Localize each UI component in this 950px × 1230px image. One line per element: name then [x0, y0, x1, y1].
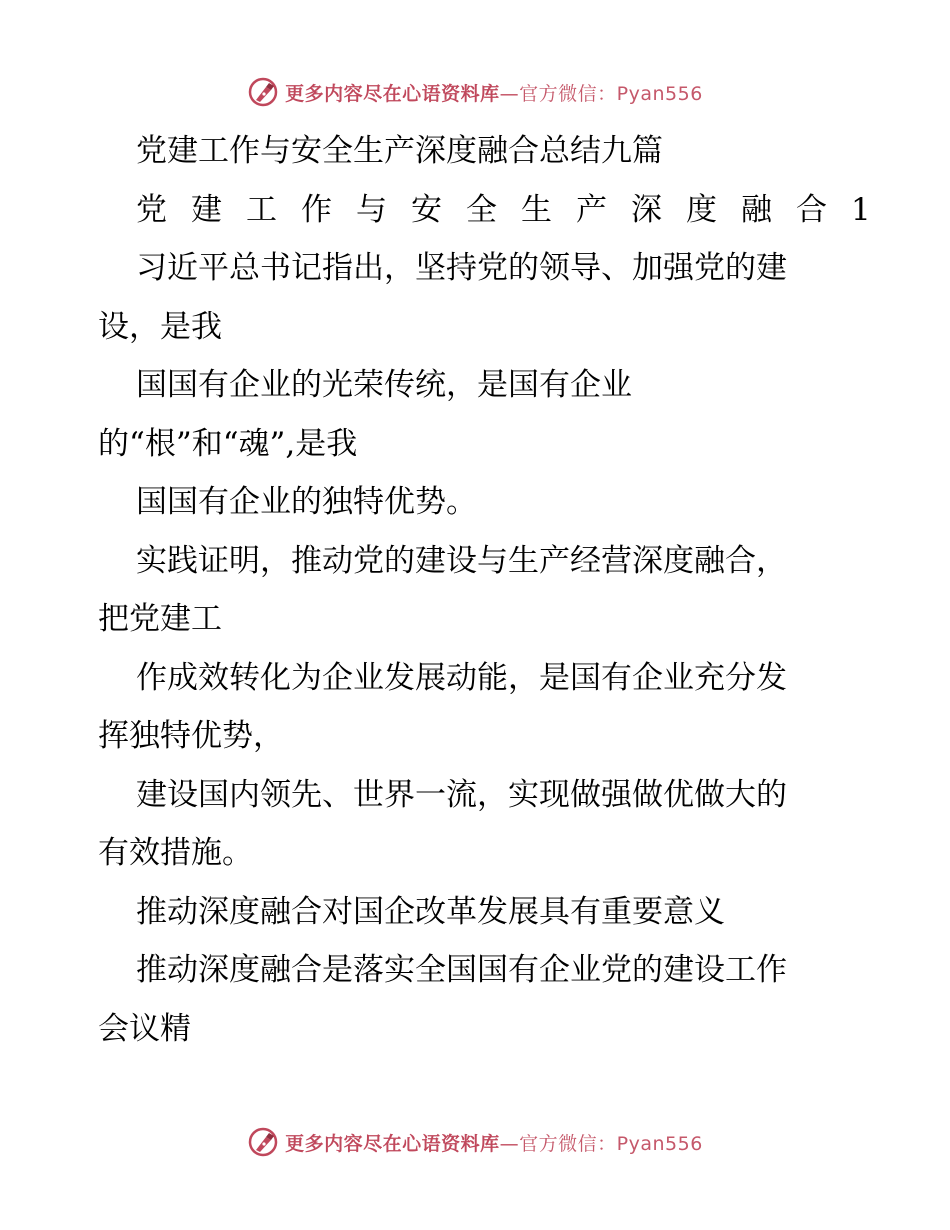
text-line: 推动深度融合是落实全国国有企业党的建设工作	[136, 952, 787, 988]
text-line: 推动深度融合对国企改革发展具有重要意义	[136, 893, 725, 930]
pen-nib-circle-icon	[247, 76, 279, 108]
text-line: 实践证明，推动党的建设与生产经营深度融合，	[136, 542, 787, 579]
watermark-text	[285, 1129, 703, 1156]
text-line: 的“根”和“魂”,是我	[98, 425, 358, 462]
watermark-separator: —	[499, 82, 520, 105]
text-line: 有效措施。	[98, 835, 253, 871]
watermark-contact: 官方微信：Pyan556	[519, 1132, 703, 1155]
footer-watermark	[0, 1122, 950, 1162]
header-watermark	[0, 72, 950, 112]
text-line: 挥独特优势，	[98, 718, 284, 754]
text-line: 习近平总书记指出，坚持党的领导、加强党的建	[136, 250, 787, 286]
section-heading: 党建工作与安全生产深度融合1	[136, 191, 895, 228]
watermark-contact: 官方微信：Pyan556	[519, 82, 703, 105]
watermark-main-text: 更多内容尽在心语资料库	[285, 82, 500, 105]
text-line: 作成效转化为企业发展动能，是国有企业充分发	[136, 659, 787, 696]
text-line: 建设国内领先、世界一流，实现做强做优做大的	[136, 776, 787, 813]
watermark-main-text: 更多内容尽在心语资料库	[285, 1132, 500, 1155]
watermark-text	[285, 79, 703, 106]
text-line: 把党建工	[98, 601, 222, 637]
text-line: 会议精	[98, 1010, 191, 1047]
document-title: 党建工作与安全生产深度融合总结九篇	[136, 133, 663, 169]
pen-nib-circle-icon	[247, 1126, 279, 1158]
text-line: 设，是我	[98, 308, 222, 345]
text-line: 国国有企业的光荣传统，是国有企业	[136, 367, 632, 403]
document-body	[98, 122, 895, 1058]
watermark-separator: —	[499, 1132, 520, 1155]
text-line: 国国有企业的独特优势。	[136, 484, 477, 520]
